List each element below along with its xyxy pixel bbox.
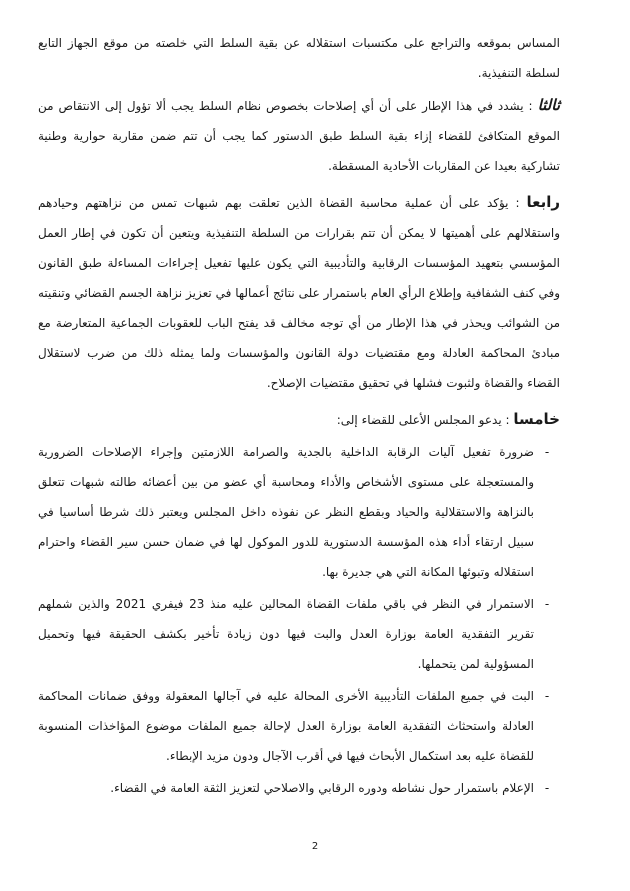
bullet-dash: - (544, 445, 550, 459)
list-item-text: الإعلام باستمرار حول نشاطه ودوره الرقابي والاصلاحي لتعزيز الثقة العامة في القضاء. (110, 781, 534, 795)
section-third-label: ثالثا (537, 96, 560, 114)
section-fifth-list (38, 437, 560, 803)
section-third-separator: : (523, 99, 533, 113)
section-fifth-text: يدعو المجلس الأعلى للقضاء إلى: (336, 413, 502, 427)
section-fourth-text: يؤكد على أن عملية محاسبة القضاة الذين تعلقت بهم شبهات تمس من نزاهتهم وحيادهم واستقلالهم على أهميتها لا يمكن أن تتم بقرارات من السلطة التنفيذية ويتعين أن تكون في إطار العمل المؤسسي بتعهيد المؤسسات الرقابية والتأديبية التي يكون عليها تفعيل إجراءات المساءلة طبق القانون وفي كنف الشفافية وإطلاع الرأي العام باستمرار على نتائج أعمالها في تعزيز نزاهة الجسم القضائي وتنقيته من الشوائب ويحذر في هذا الإطار من أي توجه مخالف قد يفتح الباب للعقوبات الجماعية المتعارضة مع مبادئ المحاكمة العادلة ومع مقتضيات دولة القانون والمؤسسات ولما يمثله ذلك من ضرب لاستقلال القضاء والقضاة ولثبوت فشلها في تحقيق مقتضيات الإصلاح. (38, 196, 560, 390)
section-fourth-paragraph (38, 187, 560, 398)
bullet-dash: - (544, 597, 550, 611)
page-number: 2 (311, 841, 319, 852)
section-fifth-paragraph (38, 404, 560, 435)
bullet-dash: - (544, 781, 550, 795)
list-item (38, 437, 560, 587)
section-fourth-label: رابعا (526, 193, 560, 211)
list-item-text: ضرورة تفعيل آليات الرقابة الداخلية بالجدية والصرامة اللازمتين وإجراء الإصلاحات الضرورية والمستعجلة على مستوى الأشخاص والأداء ومحاسبة أي عضو من بين أعضائه طالته شبهات تتعلق بالنزاهة والاستقلالية والحياد وبقطع النظر عن نفوذه داخل المجلس ويعتبر ذلك شرطا أساسيا في سبيل ارتقاء أداء هذه المؤسسة الدستورية للدور الموكول لها في ضمان حسن سير القضاء واحترام استقلاله وتبوئها المكانة التي هي جديرة بها. (38, 445, 534, 579)
list-item-text: الاستمرار في النظر في باقي ملفات القضاة المحالين عليه منذ 23 فيفري 2021 والذين شملهم تقرير التفقدية العامة بوزارة العدل والبت فيها دون زيادة تأخير بكشف الحقيقة فيها وتحميل المسؤولية لمن يتحملها. (38, 597, 534, 671)
section-fifth-separator: : (501, 413, 510, 427)
section-third-paragraph (38, 90, 560, 181)
list-item (38, 681, 560, 771)
bullet-dash: - (544, 689, 550, 703)
list-item (38, 589, 560, 679)
section-fourth-separator: : (508, 196, 520, 210)
section-fifth-label: خامسا (513, 410, 560, 428)
list-item (38, 773, 560, 803)
intro-paragraph (38, 28, 560, 88)
list-item-text: البت في جميع الملفات التأديبية الأخرى المحالة عليه في آجالها المعقولة ووفق ضمانات المحاكمة العادلة واستحثاث التفقدية العامة بوزارة العدل لإحالة جميع الملفات موضوع المؤاخذات المنسوبة للقضاة عليه بعد استكمال الأبحاث فيها في أقرب الآجال ودون مزيد الإبطاء. (38, 689, 534, 763)
section-third-text: يشدد في هذا الإطار على أن أي إصلاحات بخصوص نظام السلط يجب ألا تؤول إلى الانتقاص من الموقع المتكافئ للقضاء إزاء بقية السلط طبق الدستور كما يجب أن تتم ضمن مقاربة حوارية وطنية تشاركية بعيدا عن المقاربات الأحادية المسقطة. (38, 99, 560, 173)
intro-text: المساس بموقعه والتراجع على مكتسبات استقلاله عن بقية السلط التي خلصته من موقع الجهاز التابع لسلطة التنفيذية. (38, 36, 560, 80)
